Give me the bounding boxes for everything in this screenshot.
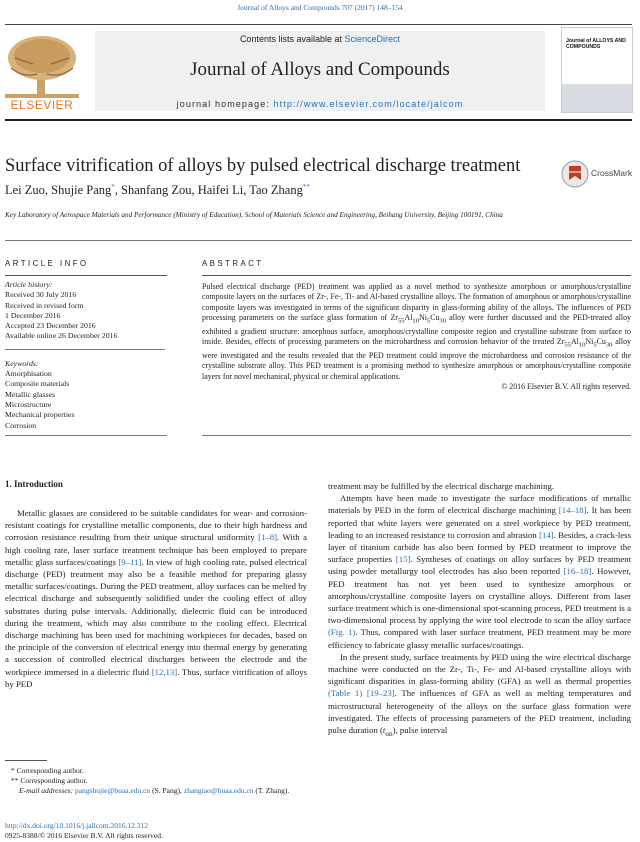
elsevier-wordmark: ELSEVIER — [10, 98, 74, 112]
journal-title: Journal of Alloys and Compounds — [190, 59, 450, 80]
citation-link[interactable]: [14–18] — [558, 505, 587, 516]
title-bottom-rule — [5, 240, 632, 241]
info-bottom-rule — [5, 435, 167, 436]
footnote-corresponding: ** Corresponding author. — [11, 776, 88, 785]
footnote-rule — [5, 760, 47, 761]
keyword: Microstructure — [5, 399, 52, 409]
paragraph: Metallic glasses are considered to be suitable candidates for wear- and corrosion-resistant coatings for crystalline metallic components, due to their high hardness and corrosion resistance resulting from their unique structural uniformity [1–8]. With a high cooling rate, laser surface treatment technique has been employed to prepare metallic glass surfaces/coatings [9–11]. In view of high cooling rate, pulsed electrical discharge (PED) treatment may also be a feasible method for preparing glassy metallic surfaces/coatings. During the PED treatment, alloy surfaces can be melted by electrical discharge and subsequently solidified under the cooling effect of alloy substrates during pulse intervals. Additionally, dielectric fluid can be introduced during the treatment, which may also contribute to the cooling effect. Electrical discharge machining has been used for machining workpieces for decades, based on the principle of the conversion of electrical energy into thermal energy by generating a succession of controlled electrical discharges between the electrode and the workpiece immersed in a dielectric fluid [12,13]. Thus, surface vitrification of alloys by PED — [5, 508, 308, 689]
crossmark-label[interactable]: CrossMark — [591, 168, 633, 178]
homepage-prefix: journal homepage: — [176, 99, 270, 109]
alloy-formula: $Zr_{55}Al_{10}Ni_5Cu_{30}$ — [556, 337, 613, 349]
abstract-text: alloy were investigated and the results revealed that the PED treatment could improve the microhardness and corrosion resistance of the crystalline substrate alloy. This PED treatment is a promising method to synthesize amorphous or amorphous/crystalline composite layers for novel mechanical, physical or chemical applications. — [202, 337, 631, 381]
doi-link[interactable]: http://dx.doi.org/10.1016/j.jallcom.2016.12.312 — [5, 821, 148, 830]
history-item: 1 December 2016 — [5, 310, 61, 320]
author-1: Lei Zuo — [5, 183, 45, 198]
footnote-emails: E-mail addresses: pangshujie@buaa.edu.cn (S. Pang), zhangtao@buaa.edu.cn (T. Zhang). — [19, 786, 290, 795]
alloy-formula: $Zr_{55}Al_{10}Ni_5Cu_{30}$ — [390, 312, 446, 325]
author-3: Shanfang Zou — [121, 183, 192, 198]
footnotes — [5, 766, 310, 796]
journal-cover-thumbnail — [561, 27, 633, 113]
doi-block — [5, 821, 163, 841]
author-2[interactable]: Shujie Pang — [51, 183, 112, 198]
paragraph: Attempts have been made to investigate the surface modifications of metallic materials by PED in the form of electrical discharge machining [14–18]. It has been reported that white layers were generated on a steel workpiece by PED treatment, leading to an increased resistance to corrosion and abrasion [14]. Besides, a crack-less layer of titanium carbide has also been formed by PED treatment to improve the surface properties [15]. Syntheses of coatings on alloy surfaces by PED treatment using powder metallurgy tool electrodes has also been reported [16–18]. However, PED treatment has not yet been used to synthesize amorphous or amorphous/crystalline composite layers on crystalline alloys. Different from laser surface treatment which is one-dimensional spot-scanning process, PED treatment is a two-dimensional process by applying the wire tool electrode to scan the alloy surface (Fig. 1). Thus, compared with laser surface treatment, PED treatment may be more efficiency to fabricate glassy metallic surfaces/coatings. — [328, 493, 632, 650]
info-rule — [5, 275, 167, 276]
header-bottom-rule — [5, 119, 632, 121]
journal-header-box — [95, 31, 545, 111]
article-info-heading: ARTICLE INFO — [5, 259, 89, 268]
article-title: Surface vitrification of alloys by pulsed electrical discharge treatment — [5, 156, 521, 176]
table-link[interactable]: (Table 1) — [328, 688, 363, 699]
section-heading-introduction: 1. Introduction — [5, 479, 63, 489]
sciencedirect-link[interactable]: ScienceDirect — [344, 34, 401, 44]
author-4: Haifei Li — [197, 183, 244, 198]
abstract-rule — [202, 275, 631, 276]
running-head: Journal of Alloys and Compounds 707 (2017) 148–154 — [237, 3, 403, 12]
citation-link[interactable]: [14] — [539, 529, 554, 540]
footnote-corresponding: * Corresponding author. — [11, 766, 84, 775]
keyword: Composite materials — [5, 379, 70, 389]
contents-available — [95, 34, 545, 44]
citation-link[interactable]: [15] — [395, 554, 411, 565]
history-label: Article history: — [5, 280, 53, 289]
figure-link[interactable]: (Fig. 1) — [328, 627, 356, 638]
history-item: Received in revised form — [5, 300, 84, 310]
crossmark-icon[interactable] — [561, 160, 589, 188]
citation-link[interactable]: [19–23] — [366, 688, 395, 699]
citation-link[interactable]: [16–18] — [563, 566, 592, 577]
abstract-text: Pulsed electrical discharge (PED) treatment was applied as a novel method to synthesize amorphous or amorphous/crystalline composite layers on the surfaces of Zr-, Fe-, Ti- and Al-based crystalline alloys. The formation of amorphous or amorphous/crystalline composite layers was investigated in terms of the significant disparity in glass-forming ability of the alloys. The influences of PED processing parameters on the surface glass formation of — [202, 282, 631, 322]
abstract-text: alloy were further discussed and the PED-treated alloy exhibited a gradient structure: amorphous surface, amorphous/crystalline composite region and crystalline substrate from surface to inside. Besides, effects of processing parameters on the microhardness and corrosion behavior of the treated — [202, 312, 631, 347]
citation-link[interactable]: [12,13] — [151, 666, 178, 677]
author-5[interactable]: Tao Zhang — [249, 183, 303, 198]
keywords-rule — [5, 349, 165, 350]
keyword: Metallic glasses — [5, 389, 56, 399]
keyword: Amorphisation — [5, 369, 52, 379]
abstract-heading: ABSTRACT — [202, 259, 264, 268]
email-link[interactable]: zhangtao@buaa.edu.cn — [183, 786, 254, 795]
journal-homepage — [95, 99, 545, 109]
cover-image-band — [562, 84, 632, 112]
history-item: Received 30 July 2016 — [5, 290, 77, 300]
paragraph: In the present study, surface treatments by PED using the wire electrical discharge machine were conducted on the Zr-, Ti-, Fe- and Al-based crystalline alloys with significant disparities in glass-forming ability (GFA) as well as thermal properties (Table 1) [19–23]. The influences of GFA as well as melting temperatures and microstructural heterogeneity of the alloys on the surface glass formation were investigated. The effects of processing parameters of the PED treatment, including pulse duration $(t_{on})$, pulse interval — [328, 651, 632, 738]
article-info — [5, 280, 165, 431]
citation-link[interactable]: [9–11] — [118, 556, 142, 567]
cover-title: Journal of ALLOYS AND COMPOUNDS — [566, 38, 626, 50]
history-item: Accepted 23 December 2016 — [5, 321, 96, 331]
abstract-bottom-rule — [202, 435, 631, 436]
issn-line: 0925-8388/© 2016 Elsevier B.V. All rights reserved. — [5, 831, 163, 840]
body-column-left — [5, 507, 307, 690]
keyword: Corrosion — [5, 420, 37, 430]
history-item: Available online 26 December 2016 — [5, 331, 118, 341]
homepage-link[interactable]: http://www.elsevier.com/locate/jalcom — [273, 99, 464, 109]
contents-prefix: Contents lists available at — [239, 34, 342, 44]
body-column-right — [328, 480, 631, 740]
abstract-copyright: © 2016 Elsevier B.V. All rights reserved. — [501, 381, 631, 391]
paragraph: treatment may be fulfilled by the electrical discharge machining. — [328, 481, 555, 491]
affiliation: Key Laboratory of Aerospace Materials and Performance (Ministry of Education), School of Materials Science and Engineering, Beihang University, Beijing 100191, China — [5, 211, 503, 219]
keyword: Mechanical properties — [5, 410, 75, 420]
keywords-label: Keywords: — [5, 358, 39, 368]
author-list: Lei Zuo, Shujie Pang*, Shanfang Zou, Haifei Li, Tao Zhang** — [5, 183, 310, 198]
header-top-rule — [5, 24, 632, 25]
citation-link[interactable]: [1–8] — [258, 532, 278, 543]
email-link[interactable]: pangshujie@buaa.edu.cn — [74, 786, 151, 795]
abstract-body — [202, 282, 631, 392]
author-5-mark[interactable]: ** — [302, 183, 310, 191]
author-2-mark[interactable]: * — [111, 183, 115, 191]
